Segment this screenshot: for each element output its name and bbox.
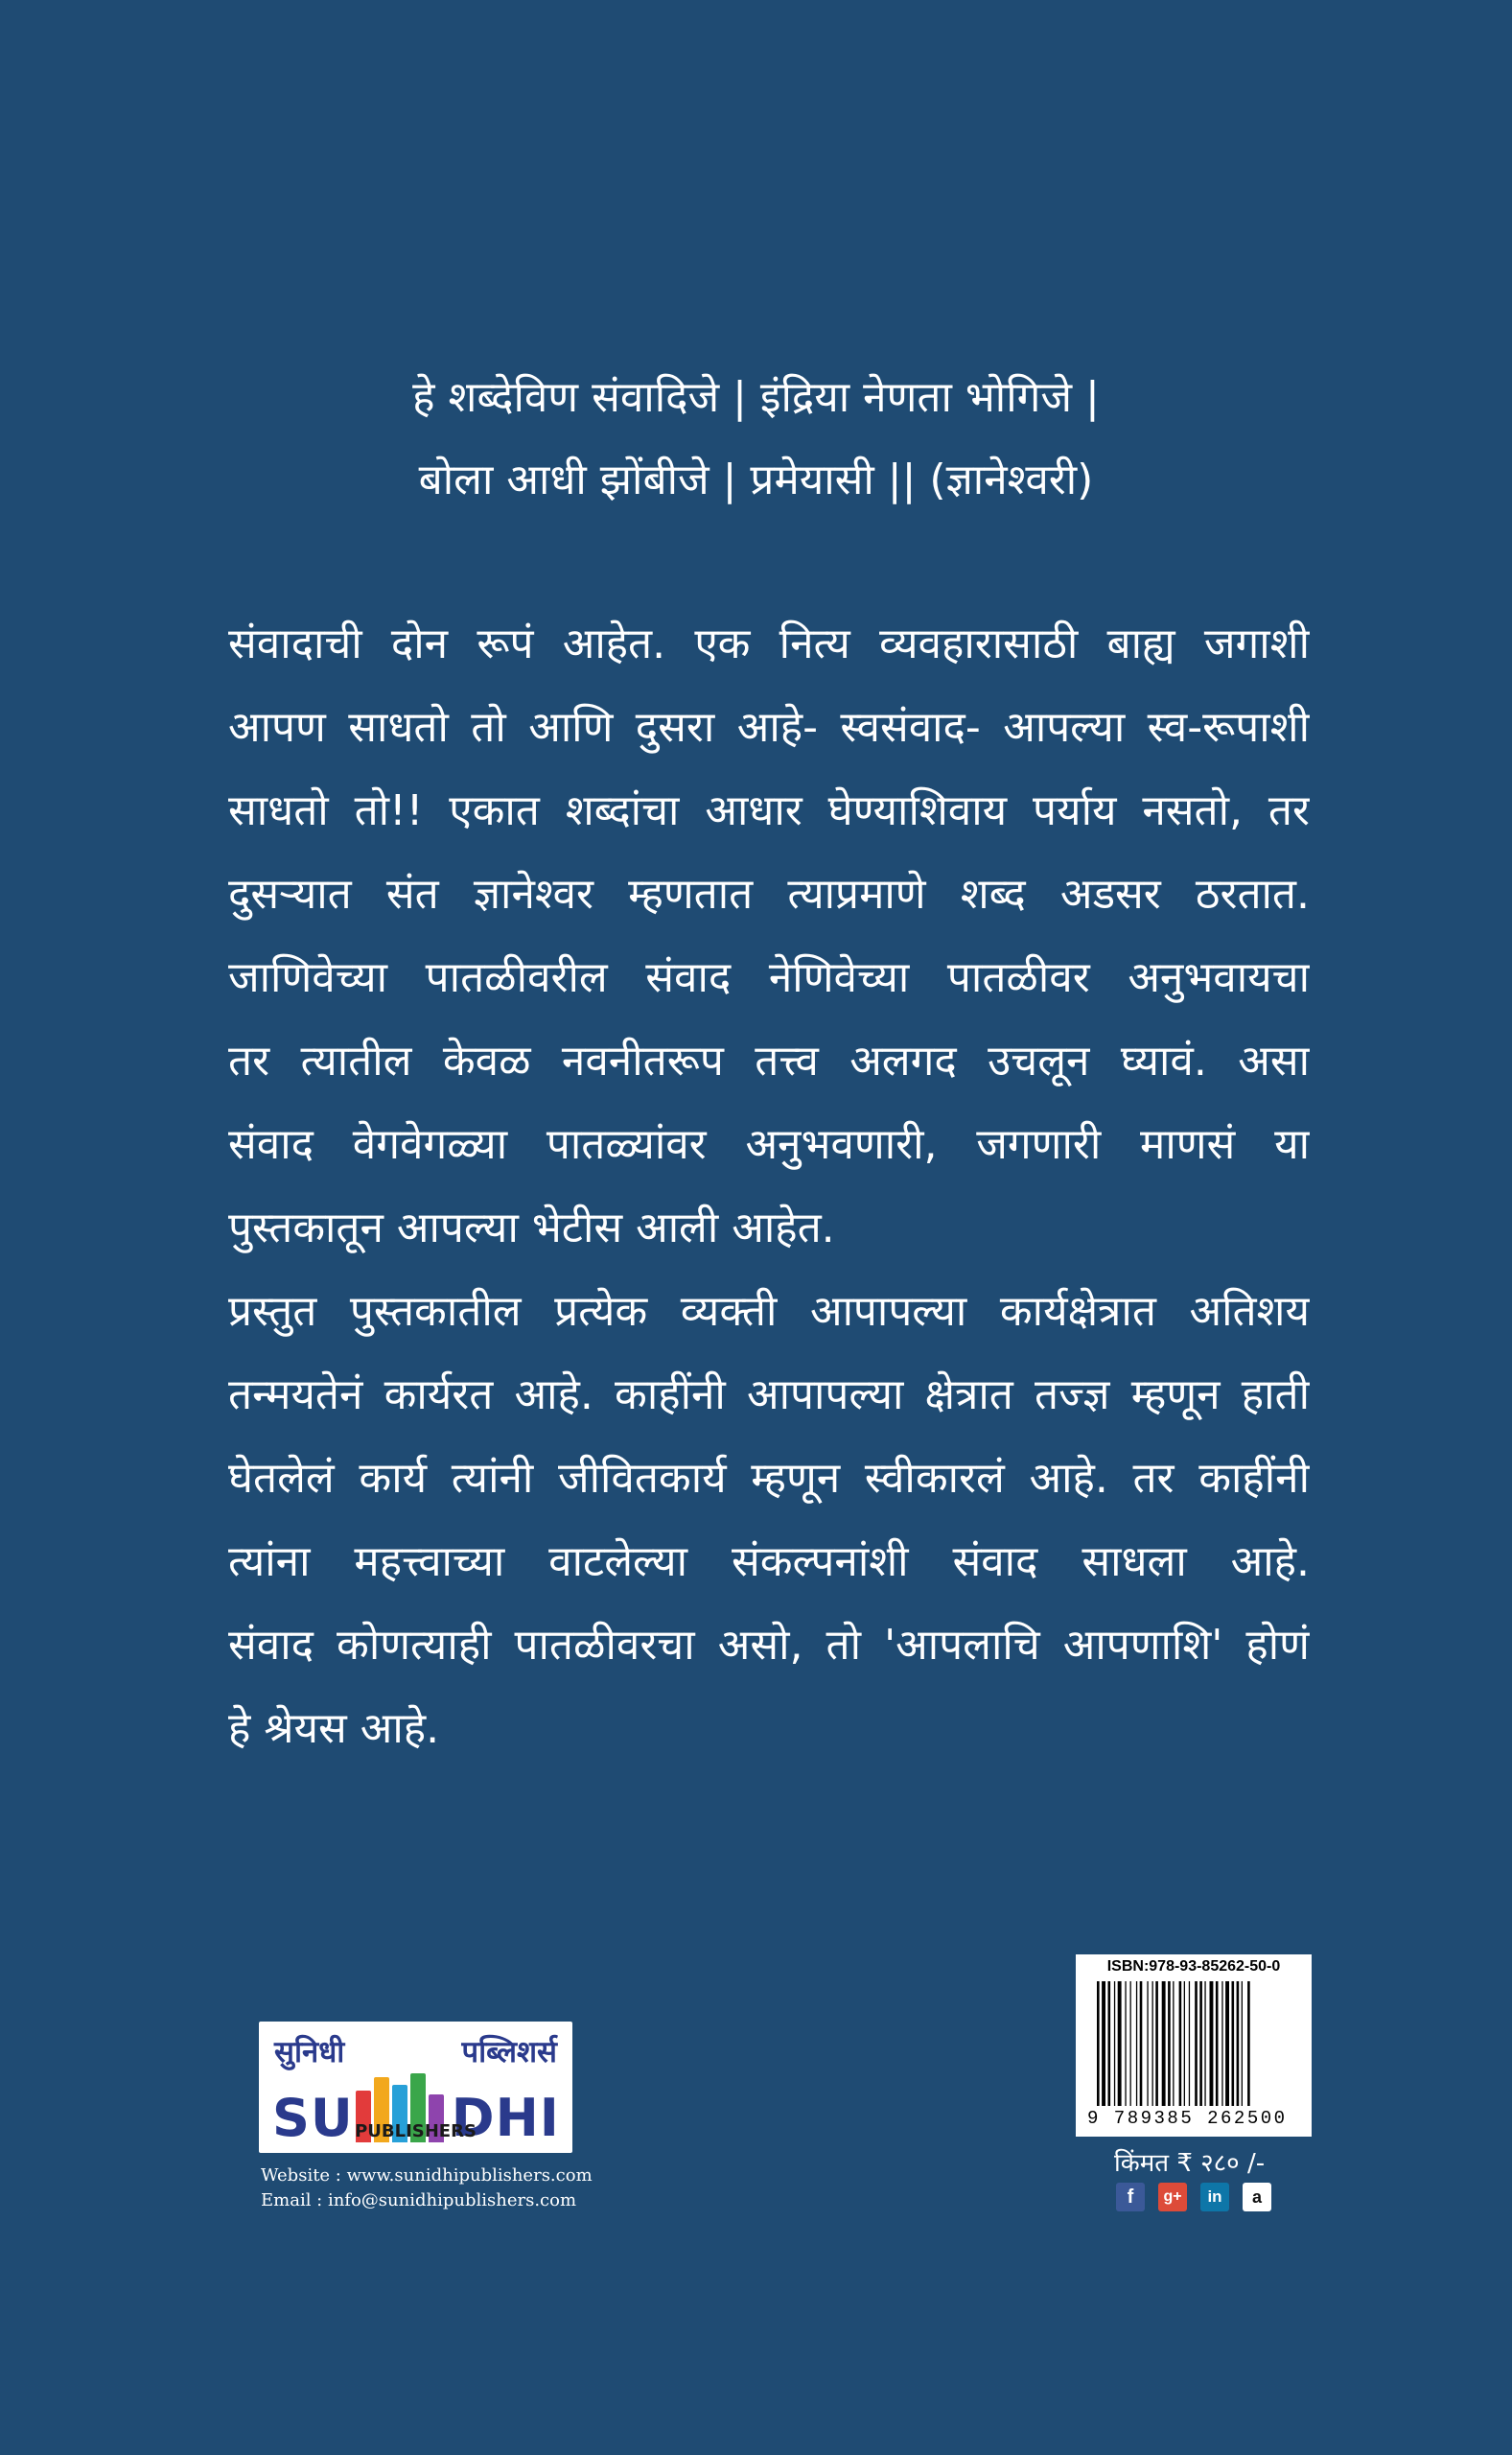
blurb-line: दुसऱ्यात संत ज्ञानेश्वर म्हणतात त्याप्रमाणे शब्द अडसर ठरतात.: [228, 870, 1310, 919]
social-icons: [1116, 2183, 1271, 2211]
quote-line-2: बोला आधी झोंबीजे | प्रमेयासी || (ज्ञानेश्वरी): [418, 456, 1094, 504]
blurb-line: संवाद कोणत्याही पातळीवरचा असो, तो 'आपलाचि आपणाशि' होणं: [228, 1621, 1310, 1670]
blurb-line: संवाद वेगवेगळ्या पातळ्यांवर अनुभवणारी, जगणारी माणसं या: [228, 1120, 1310, 1169]
isbn-label: ISBN:978-93-85262-50-0: [1106, 1958, 1281, 1975]
website-text: Website : www.sunidhipublishers.com: [261, 2165, 593, 2186]
google-plus-icon[interactable]: g+: [1158, 2183, 1187, 2211]
facebook-icon[interactable]: f: [1116, 2183, 1145, 2211]
quote-line-1: हे शब्देविण संवादिजे | इंद्रिया नेणता भोगिजे |: [412, 373, 1100, 422]
isbn-barcode-box: [1076, 1954, 1312, 2137]
blurb-line: आपण साधतो तो आणि दुसरा आहे- स्वसंवाद- आपल्या स्व-रूपाशी: [228, 703, 1310, 752]
blurb-line: तन्मयतेनं कार्यरत आहे. काहींनी आपापल्या क्षेत्रात तज्ज्ञ म्हणून हाती: [228, 1370, 1310, 1419]
blurb-line: जाणिवेच्या पातळीवरील संवाद नेणिवेच्या पातळीवर अनुभवायचा: [228, 953, 1310, 1002]
linkedin-icon[interactable]: in: [1200, 2183, 1229, 2211]
amazon-icon[interactable]: a: [1243, 2183, 1271, 2211]
isbn-digits: 9 789385 262500: [1087, 2108, 1288, 2129]
blurb-line: तर त्यातील केवळ नवनीतरूप तत्त्व अलगद उचलून घ्यावं. असा: [228, 1037, 1310, 1086]
blurb-line: त्यांना महत्त्वाच्या वाटलेल्या संकल्पनांशी संवाद साधला आहे.: [228, 1537, 1310, 1586]
blurb-line: हे श्रेयस आहे.: [228, 1704, 440, 1753]
barcode-graphic: [1097, 1981, 1292, 2106]
publisher-logo: [259, 2022, 572, 2153]
blurb-text: [228, 602, 1310, 1770]
logo-marathi-right: पब्लिशर्स: [461, 2035, 557, 2069]
epigraph-quote: [0, 357, 1512, 522]
blurb-line: घेतलेलं कार्य त्यांनी जीवितकार्य म्हणून स्वीकारलं आहे. तर काहींनी: [228, 1454, 1310, 1503]
publisher-contact: [261, 2163, 593, 2213]
logo-marathi-left: सुनिधी: [274, 2035, 345, 2069]
blurb-line: पुस्तकातून आपल्या भेटीस आली आहेत.: [228, 1204, 835, 1252]
email-text: Email : info@sunidhipublishers.com: [261, 2190, 577, 2210]
blurb-line: प्रस्तुत पुस्तकातील प्रत्येक व्यक्ती आपापल्या कार्यक्षेत्रात अतिशय: [228, 1287, 1310, 1336]
logo-wordmark-end: DHI: [451, 2088, 560, 2148]
price-label: किंमत ₹ २८० /-: [1114, 2149, 1266, 2178]
publisher-logo-marathi: [274, 2031, 557, 2071]
publisher-logo-subtitle: PUBLISHERS: [355, 2121, 477, 2141]
logo-wordmark-start: SU: [272, 2088, 354, 2148]
blurb-line: साधतो तो!! एकात शब्दांचा आधार घेण्याशिवाय पर्याय नसतो, तर: [228, 786, 1310, 835]
blurb-line: संवादाची दोन रूपं आहेत. एक नित्य व्यवहारासाठी बाह्य जगाशी: [228, 620, 1310, 668]
